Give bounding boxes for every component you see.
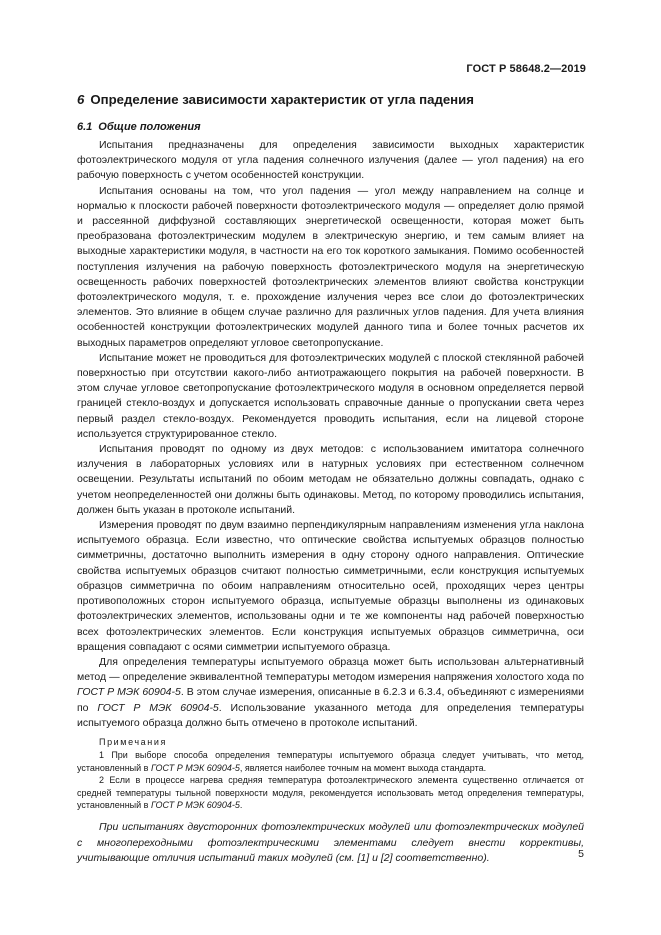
paragraph: Испытания проводят по одному из двух методов: с использованием имитатора солнечного излучения в лабораторных условиях или в натурных условиях при естественном солнечном освещении. Результаты испытаний по обоим методам не обязательно должны совпадать, однако с учетом неопределенностей они должны быть одинаковы. Метод, по которому проводились испытания, должен быть указан в протоколе испытаний. bbox=[77, 443, 584, 516]
subsection-heading bbox=[77, 121, 201, 133]
subsection-title: Общие положения bbox=[98, 121, 201, 133]
standard-reference: ГОСТ Р МЭК 60904-5 bbox=[97, 701, 219, 714]
bibliography-reference: [2] bbox=[380, 851, 393, 864]
standard-reference: ГОСТ Р МЭК 60904-5 bbox=[77, 686, 181, 699]
text-run: . В этом случае измерения, описанные в 6.2.3 и 6.3.4, объединяют с измерениями по bbox=[77, 686, 584, 714]
closing-italic-block bbox=[77, 820, 584, 866]
text-run: . bbox=[239, 799, 243, 810]
text-run: При испытаниях двусторонних фотоэлектрических модулей или фотоэлектрических модулей с многопереходными фотоэлектрическими элементами следует внести коррективы, учитывающие отличия испытаний таких модулей (см. bbox=[77, 821, 584, 864]
subsection-number: 6.1 bbox=[77, 121, 93, 133]
notes-block bbox=[77, 736, 584, 811]
paragraph-temperature-method bbox=[77, 655, 584, 731]
section-title: Определение зависимости характеристик от угла падения bbox=[90, 92, 474, 107]
section-number: 6 bbox=[77, 92, 85, 107]
section-heading bbox=[77, 92, 474, 107]
paragraph: Испытания основаны на том, что угол падения — угол между направлением на солнце и нормалью к плоскости рабочей поверхности фотоэлектрического модуля — определяет долю прямой и рассеянной диффузной составляющих энергетической освещенности, которая может быть преобразована фотоэлектрическим модулем в электрическую энергию, и тем самым влияет на выходные характеристики модуля, в частности на его ток короткого замыкания. Помимо особенностей поступления излучения на рабочую поверхность фотоэлектрического модуля на энергетическую освещенность рабочих поверхностей фотоэлектрических элементов влияют свойства конструкции фотоэлектрического модуля, т. е. прохождение излучения через все слои до фотоэлектрических элементов. Это влияние в общем случае различно для различных углов падения. Для учета влияния особенностей конструкции фотоэлектрических модулей данного типа и более точных расчетов их выходных параметров определяют угловое светопропускание. bbox=[77, 184, 584, 349]
text-run: Для определения температуры испытуемого образца может быть использован альтернативный метод — определение эквивалентной температуры методом измерения напряжения холостого хода по bbox=[77, 655, 584, 684]
closing-paragraph bbox=[77, 820, 584, 866]
page-number: 5 bbox=[578, 848, 584, 860]
text-run: 2 Если в процессе нагрева средняя температура фотоэлектрического элемента существенно отличается от средней температуры тыльной поверхности модуля, рекомендуется использовать метод определения температуры, установленный в bbox=[77, 775, 584, 810]
text-run: соответственно). bbox=[392, 851, 490, 864]
bibliography-reference: [1] bbox=[357, 851, 370, 864]
text-run: и bbox=[369, 851, 381, 864]
note-item bbox=[77, 774, 584, 811]
paragraph: Испытания предназначены для определения зависимости выходных характеристик фотоэлектрического модуля от угла падения солнечного излучения (далее — угол падения) на его рабочую поверхность с учетом особенностей конструкции. bbox=[77, 139, 584, 182]
note-item bbox=[77, 749, 584, 774]
paragraph: Измерения проводят по двум взаимно перпендикулярным направлениям изменения угла наклона испытуемого образца. Если известно, что оптические свойства испытуемых образцов полностью симметричны, достаточно выполнить измерения в одну сторону одного направления. Оптические свойства испытуемых образцов считают полностью симметричными, если конструкция испытуемых образцов симметрична по обоим направлениям относительно осей, проходящих через центры противоположных сторон испытуемого образца, испытуемые образцы выполнены из одинаковых фотоэлектрических элементов, использованы одни и те же компоненты над рабочей поверхностью всех фотоэлектрических элементов. Если конструкция испытуемых образцов симметрична, оси вращения совпадают с осями симметрии испытуемого образца. bbox=[77, 519, 584, 653]
notes-title: Примечания bbox=[99, 736, 167, 747]
standard-reference: ГОСТ Р МЭК 60904-5 bbox=[150, 762, 240, 773]
text-run: 1 При выборе способа определения температуры испытуемого образца следует учитывать, что метод, установленный в bbox=[77, 750, 584, 773]
document-code: ГОСТ Р 58648.2—2019 bbox=[466, 63, 586, 75]
standard-reference: ГОСТ Р МЭК 60904-5 bbox=[150, 799, 240, 810]
document-body bbox=[77, 138, 584, 866]
text-run: , является наиболее точным на момент выхода стандарта. bbox=[239, 762, 487, 773]
paragraph: Испытание может не проводиться для фотоэлектрических модулей с плоской стеклянной рабочей поверхностью при отсутствии какого-либо антиотражающего покрытия на рабочей поверхности. В этом случае угловое светопропускание фотоэлектрического модуля в основном определяется первой границей стекло-воздух и допускается использовать справочные данные о пропускании света через первый раздел стекло-воздух. Рекомендуется проводить испытания, если на лицевой стороне используется структурированное стекло. bbox=[77, 351, 584, 440]
text-run: . Использование указанного метода для определения температуры испытуемого образца должно быть отмечено в протоколе испытаний. bbox=[77, 701, 585, 729]
